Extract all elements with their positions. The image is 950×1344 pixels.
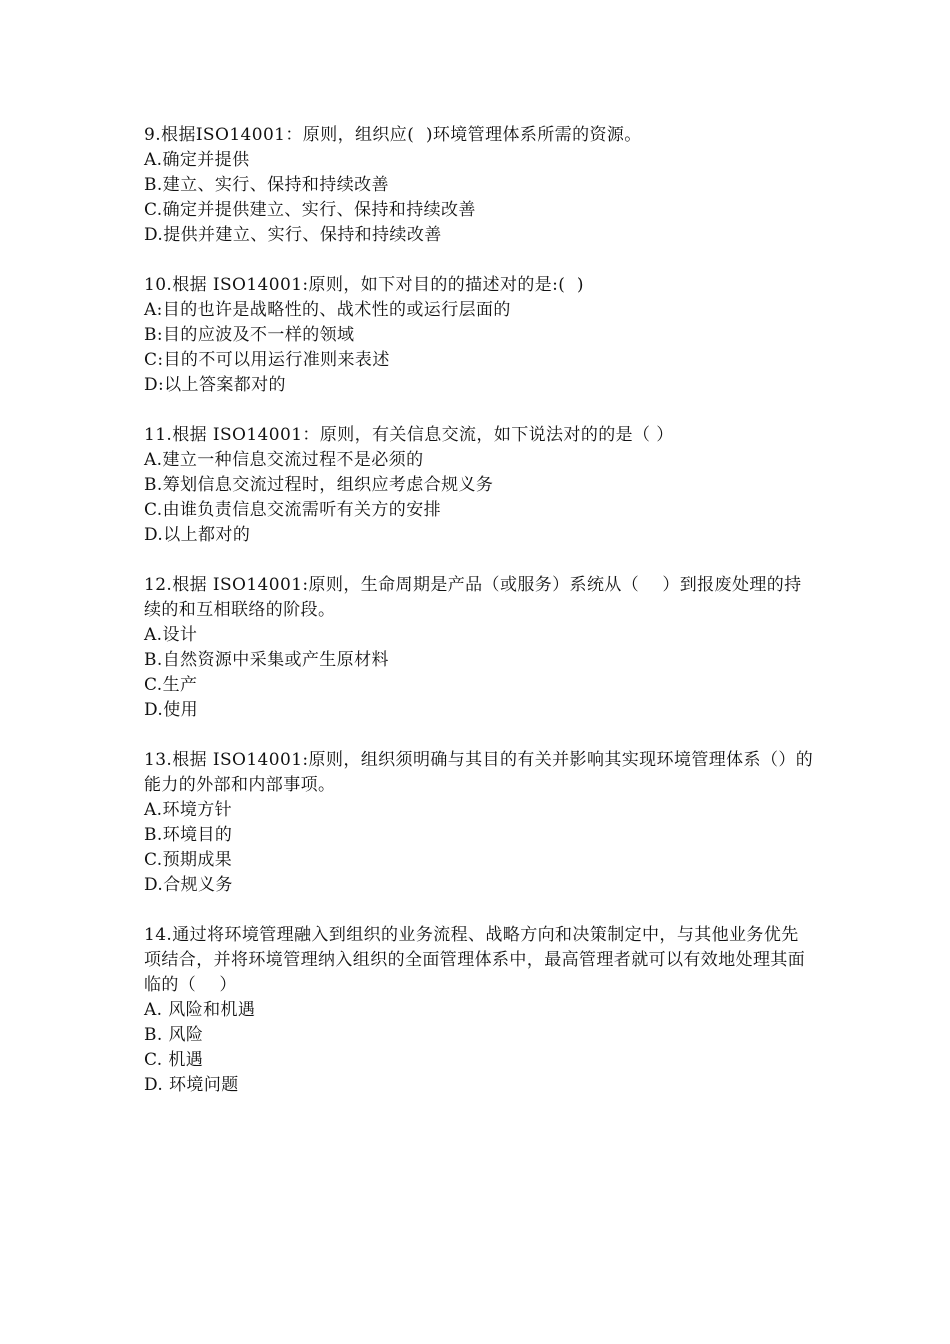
option-d: D:以上答案都对的 [144, 375, 286, 395]
option-b: B.筹划信息交流过程时，组织应考虑合规义务 [144, 475, 494, 495]
option-a: A.建立一种信息交流过程不是必须的 [144, 450, 424, 470]
option-a: A.设计 [144, 625, 198, 645]
question-14 [144, 923, 814, 1098]
option-c: C.预期成果 [144, 850, 233, 870]
option-d: D.合规义务 [144, 875, 233, 895]
option-a: A:目的也许是战略性的、战术性的或运行层面的 [144, 300, 511, 320]
option-b: B.环境目的 [144, 825, 233, 845]
option-a: A. 风险和机遇 [144, 1000, 256, 1020]
option-b: B:目的应波及不一样的领域 [144, 325, 355, 345]
option-c: C. 机遇 [144, 1050, 204, 1070]
question-stem: 13.根据 ISO14001:原则，组织须明确与其目的有关并影响其实现环境管理体系（）的能力的外部和内部事项。 [144, 750, 814, 795]
question-12 [144, 573, 814, 723]
option-a: A.确定并提供 [144, 150, 250, 170]
option-d: D.提供并建立、实行、保持和持续改善 [144, 225, 442, 245]
question-11 [144, 423, 814, 548]
question-9 [144, 123, 814, 248]
question-list [144, 123, 814, 1123]
option-d: D. 环境问题 [144, 1075, 239, 1095]
option-d: D.以上都对的 [144, 525, 251, 545]
question-stem: 9.根据ISO14001：原则，组织应( )环境管理体系所需的资源。 [144, 125, 642, 145]
option-b: B.建立、实行、保持和持续改善 [144, 175, 389, 195]
question-stem: 11.根据 ISO14001：原则，有关信息交流，如下说法对的的是（ ） [144, 425, 674, 445]
option-a: A.环境方针 [144, 800, 233, 820]
question-stem: 12.根据 ISO14001:原则，生命周期是产品（或服务）系统从（ ）到报废处理的持续的和互相联络的阶段。 [144, 575, 802, 620]
option-c: C.由谁负责信息交流需听有关方的安排 [144, 500, 442, 520]
option-d: D.使用 [144, 700, 199, 720]
option-c: C.生产 [144, 675, 198, 695]
option-b: B. 风险 [144, 1025, 204, 1045]
question-stem: 14.通过将环境管理融入到组织的业务流程、战略方向和决策制定中，与其他业务优先项结合，并将环境管理纳入组织的全面管理体系中，最高管理者就可以有效地处理其面临的（ ） [144, 925, 806, 995]
question-13 [144, 748, 814, 898]
question-10 [144, 273, 814, 398]
option-b: B.自然资源中采集或产生原材料 [144, 650, 389, 670]
question-stem: 10.根据 ISO14001:原则，如下对目的的描述对的是:( ) [144, 275, 584, 295]
option-c: C.确定并提供建立、实行、保持和持续改善 [144, 200, 476, 220]
option-c: C:目的不可以用运行准则来表述 [144, 350, 390, 370]
